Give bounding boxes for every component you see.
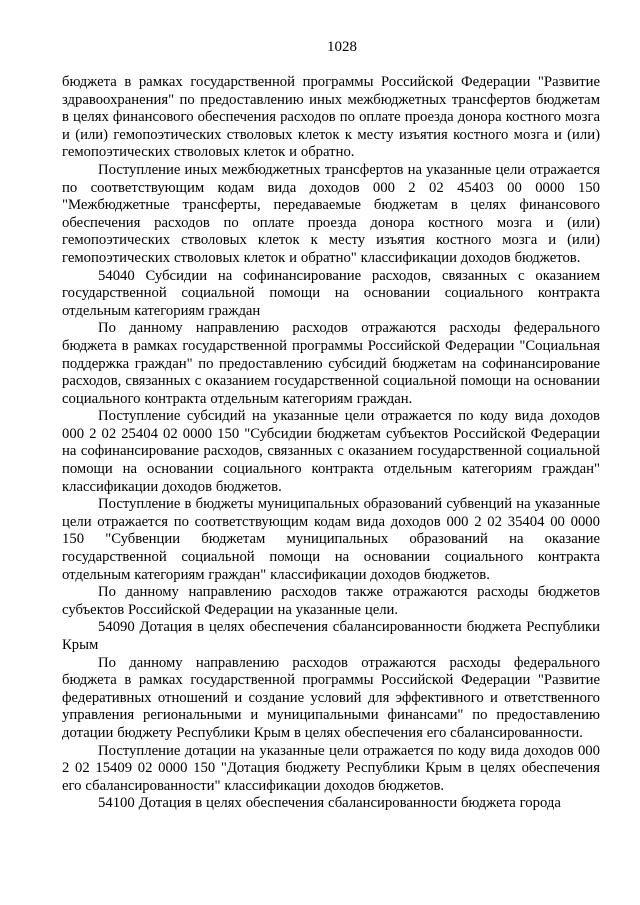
paragraph: Поступление дотации на указанные цели отражается по коду вида доходов 000 2 02 15409 02 0000 150 "Дотация бюджету Республики Крым в целях обеспечения его сбалансированности" классификации доходов бюджетов. [62, 742, 600, 794]
paragraph: По данному направлению расходов отражаются расходы федерального бюджета в рамках государственной программы Российской Федерации "Развитие федеративных отношений и создание условий для эффективного и ответственного управления региональными и муниципальными финансами" по предоставлению дотации бюджету Республики Крым в целях обеспечения его сбалансированности. [62, 654, 600, 741]
paragraph: Поступление в бюджеты муниципальных образований субвенций на указанные цели отражается по соответствующим кодам вида доходов 000 2 02 35404 00 0000 150 "Субвенции бюджетам муниципальных образований на оказание государственной социальной помощи на основании социального контракта отдельным категориям граждан" классификации доходов бюджетов. [62, 496, 600, 583]
section-heading: 54100 Дотация в целях обеспечения сбалансированности бюджета города [98, 795, 561, 812]
paragraph: Поступление иных межбюджетных трансфертов на указанные цели отражается по соответствующим кодам вида доходов 000 2 02 45403 00 0000 150 "Межбюджетные трансферты, передаваемые бюджетам в целях финансового обеспечения расходов по оплате проезда донора костного мозга и (или) гемопоэтических стволовых клеток к месту изъятия костного мозга и (или) гемопоэтических стволовых клеток и обратно" классификации доходов бюджетов. [62, 161, 600, 266]
paragraph: По данному направлению расходов отражаются расходы федерального бюджета в рамках государственной программы Российской Федерации "Социальная поддержка граждан" по предоставлению субсидий бюджетам на софинансирование расходов, связанных с оказанием государственной социальной помощи на основании социального контракта отдельным категориям граждан. [62, 320, 600, 407]
paragraph: По данному направлению расходов также отражаются расходы бюджетов субъектов Российской Федерации на указанные цели. [62, 584, 600, 618]
page-number: 1028 [327, 39, 357, 55]
document-body [62, 74, 600, 813]
section-heading: 54090 Дотация в целях обеспечения сбалансированности бюджета Республики Крым [62, 619, 600, 653]
section-heading: 54040 Субсидии на софинансирование расходов, связанных с оказанием государственной социальной помощи на основании социального контракта отдельным категориям граждан [62, 267, 600, 319]
paragraph: бюджета в рамках государственной программы Российской Федерации "Развитие здравоохранения" по предоставлению иных межбюджетных трансфертов бюджетам в целях финансового обеспечения расходов по оплате проезда донора костного мозга и (или) гемопоэтических стволовых клеток к месту изъятия костного мозга и (или) гемопоэтических стволовых клеток и обратно. [62, 74, 600, 161]
paragraph: Поступление субсидий на указанные цели отражается по коду вида доходов 000 2 02 25404 02 0000 150 "Субсидии бюджетам субъектов Российской Федерации на софинансирование расходов, связанных с оказанием государственной социальной помощи на основании социального контракта отдельным категориям граждан" классификации доходов бюджетов. [62, 408, 600, 495]
